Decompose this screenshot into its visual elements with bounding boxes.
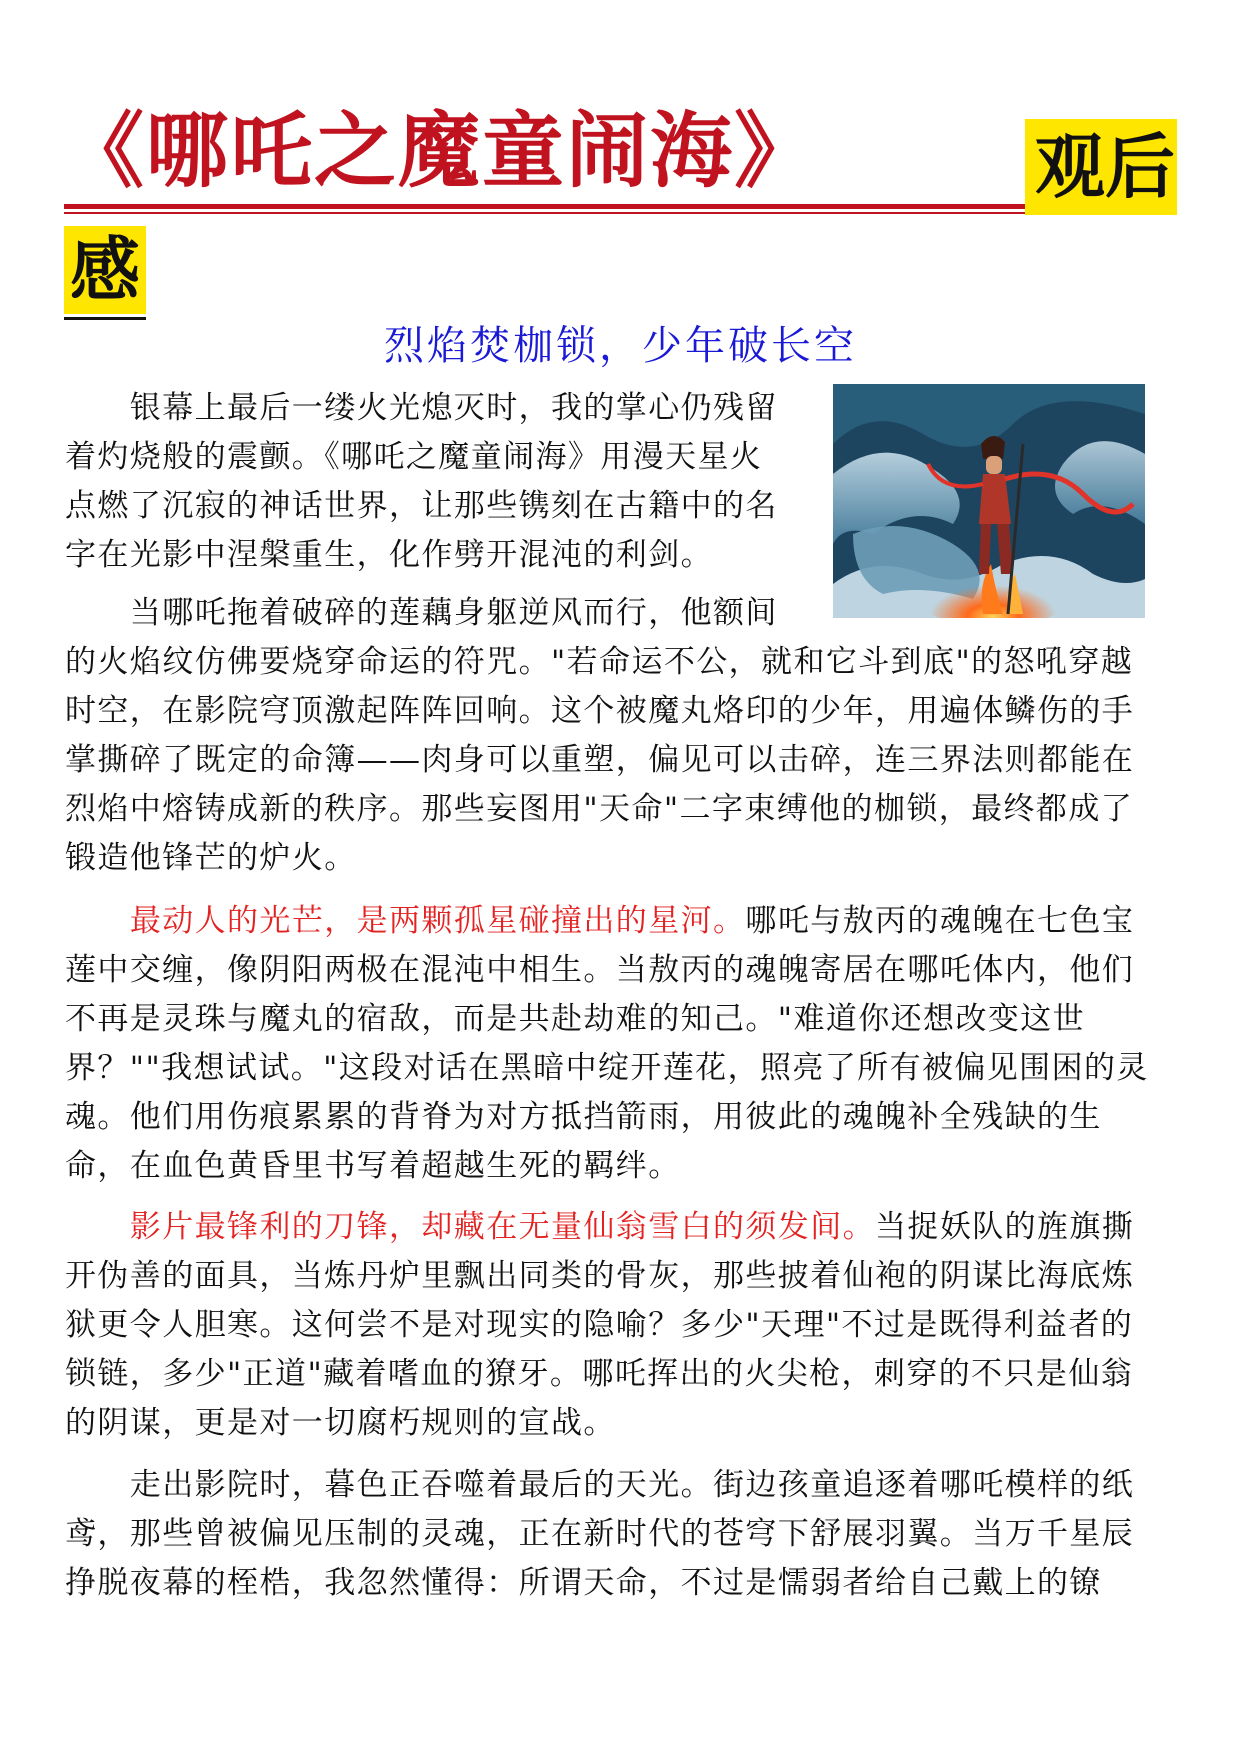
text-line: 莲中交缠，像阴阳两极在混沌中相生。当敖丙的魂魄寄居在哪吒体内，他们 [65,952,1135,988]
red-highlight-text: 最动人的光芒，是两颗孤星碰撞出的星河。 [129,903,746,939]
red-highlight-text: 影片最锋利的刀锋，却藏在无量仙翁雪白的须发间。 [129,1209,876,1245]
text-line: 掌撕碎了既定的命簿——肉身可以重塑，偏见可以击碎，连三界法则都能在 [65,742,1135,778]
text-line: 银幕上最后一缕火光熄灭时，我的掌心仍残留 [65,390,778,426]
text-line: 命，在血色黄昏里书写着超越生死的羁绊。 [65,1148,681,1184]
paragraph-1 [65,384,815,580]
text-line: 挣脱夜幕的桎梏，我忽然懂得：所谓天命，不过是懦弱者给自己戴上的镣 [65,1565,1102,1601]
title-main: 《哪吒之魔童闹海》 [62,104,819,199]
text-line: 界？""我想试试。"这段对话在黑暗中绽开莲花，照亮了所有被偏见围困的灵 [65,1050,1149,1086]
text-line-with-highlight [65,897,1183,946]
text-line: 字在光影中涅槃重生，化作劈开混沌的利剑。 [65,537,713,573]
paragraph-2 [65,589,1183,883]
title-row [62,100,1182,210]
title-highlight-gan: 感 [64,226,146,314]
subtitle: 烈焰焚枷锁，少年破长空 [384,323,857,369]
paragraph-5 [65,1461,1183,1608]
poster-illustration [833,384,1145,618]
text-line: 魂。他们用伤痕累累的背脊为对方抵挡箭雨，用彼此的魂魄补全残缺的生 [65,1099,1102,1135]
text-fragment: 当捉妖队的旌旗撕 [875,1209,1135,1245]
text-line: 开伪善的面具，当炼丹炉里飘出同类的骨灰，那些披着仙袍的阴谋比海底炼 [65,1258,1135,1294]
title-underline-thin [64,212,1094,214]
text-line: 锻造他锋芒的炉火。 [65,840,357,876]
paragraph-3 [65,897,1183,1191]
text-line: 烈焰中熔铸成新的秩序。那些妄图用"天命"二字束缚他的枷锁，最终都成了 [65,791,1134,827]
title-highlight-guanhou: 观后 [1025,119,1177,215]
text-line: 狱更令人胆寒。这何尝不是对现实的隐喻？多少"天理"不过是既得利益者的 [65,1307,1134,1343]
text-line: 锁链，多少"正道"藏着嗜血的獠牙。哪吒挥出的火尖枪，刺穿的不只是仙翁 [65,1356,1134,1392]
text-line: 着灼烧般的震颤。《哪吒之魔童闹海》用漫天星火 [65,439,763,475]
text-line: 时空，在影院穹顶激起阵阵回响。这个被魔丸烙印的少年，用遍体鳞伤的手 [65,693,1135,729]
text-line: 的阴谋，更是对一切腐朽规则的宣战。 [65,1405,616,1441]
text-line-with-highlight [65,1203,1183,1252]
paragraph-4 [65,1203,1183,1448]
text-line: 鸢，那些曾被偏见压制的灵魂，正在新时代的苍穹下舒展羽翼。当万千星辰 [65,1516,1135,1552]
text-line: 点燃了沉寂的神话世界，让那些镌刻在古籍中的名 [65,488,778,524]
title-underline-thick [64,204,1094,209]
text-fragment: 哪吒与敖丙的魂魄在七色宝 [745,903,1135,939]
nezha-poster-image [833,384,1145,618]
text-line: 不再是灵珠与魔丸的宿敌，而是共赴劫难的知己。"难道你还想改变这世 [65,1001,1086,1037]
text-line: 的火焰纹仿佛要烧穿命运的符咒。"若命运不公，就和它斗到底"的怒吼穿越 [65,644,1134,680]
text-line: 当哪吒拖着破碎的莲藕身躯逆风而行，他额间 [65,595,778,631]
text-line: 走出影院时，暮色正吞噬着最后的天光。街边孩童追逐着哪吒模样的纸 [65,1467,1135,1503]
